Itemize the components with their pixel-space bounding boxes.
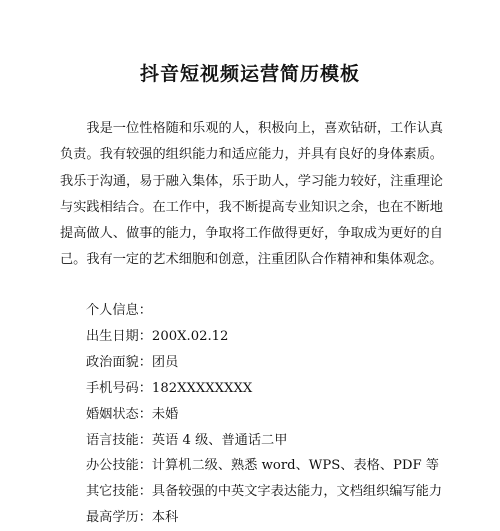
info-heading: 个人信息： [86,303,152,318]
info-line-birthdate: 出生日期：200X.02.12 [86,328,229,344]
personal-info-section [86,298,486,531]
info-line-marital-status: 婚姻状态：未婚 [86,406,179,422]
intro-paragraph: 我是一位性格随和乐观的人，积极向上，喜欢钻研，工作认真负责。我有较强的组织能力和适应能力，并具有良好的身体素质。我乐于沟通，易于融入集体，乐于助人，学习能力较好，注重理论与实践相结合。在工作中，我不断提高专业知识之余，也在不断地提高做人、做事的能力，争取将工作做得更好，争取成为更好的自己。我有一定的艺术细胞和创意，注重团队合作精神和集体观念。 [60,121,443,268]
info-line-education: 最高学历：本科 [86,510,179,526]
info-line-phone: 手机号码：182XXXXXXXX [86,380,253,396]
intro-section [60,116,443,274]
info-line-political-status: 政治面貌：团员 [86,354,179,370]
info-line-language-skills: 语言技能：英语 4 级、普通话二甲 [86,432,288,448]
document-title: 抖音短视频运营简历模板 [139,63,360,85]
info-line-other-skills: 其它技能：具备较强的中英文字表达能力，文档组织编写能力 [86,484,443,500]
info-line-office-skills: 办公技能：计算机二级、熟悉 word、WPS、表格、PDF 等 [86,458,439,474]
